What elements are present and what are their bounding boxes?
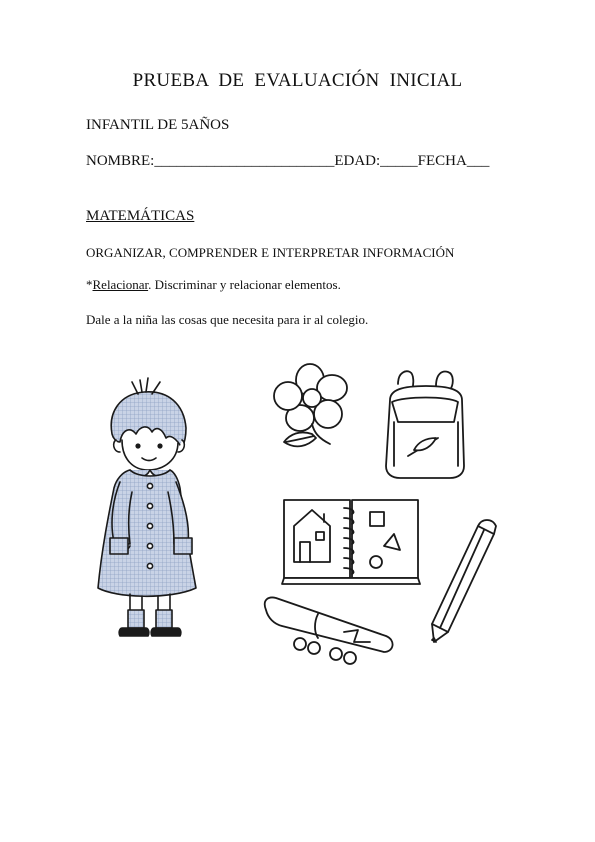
skill-heading: ORGANIZAR, COMPRENDER E INTERPRETAR INFORMACIÓN (86, 245, 455, 260)
relate-prefix: * (86, 277, 93, 292)
relate-rest: . Discriminar y relacionar elementos. (148, 277, 341, 292)
girl-figure (98, 378, 196, 636)
pencil-icon (432, 520, 496, 642)
relate-keyword: Relacionar (92, 277, 149, 292)
notebook-icon (282, 500, 420, 584)
backpack-icon (386, 371, 464, 478)
exercise-illustration (86, 342, 512, 672)
name-blank: ________________________ (154, 153, 335, 169)
date-blank: ___ (466, 153, 490, 169)
student-info-line (86, 153, 489, 170)
level-label: INFANTIL DE 5AÑOS (86, 117, 230, 133)
instruction-text: Dale a la niña las cosas que necesita para ir al colegio. (86, 312, 369, 327)
date-label: FECHA (417, 153, 467, 169)
name-label: NOMBRE: (86, 153, 155, 169)
subject-heading: MATEMÁTICAS (86, 208, 195, 224)
flower-icon (274, 364, 347, 446)
relate-line (86, 277, 341, 293)
skateboard-icon (265, 598, 393, 665)
page-title: PRUEBA DE EVALUACIÓN INICIAL (132, 70, 463, 91)
age-label: EDAD: (334, 153, 381, 169)
age-blank: _____ (380, 153, 418, 169)
